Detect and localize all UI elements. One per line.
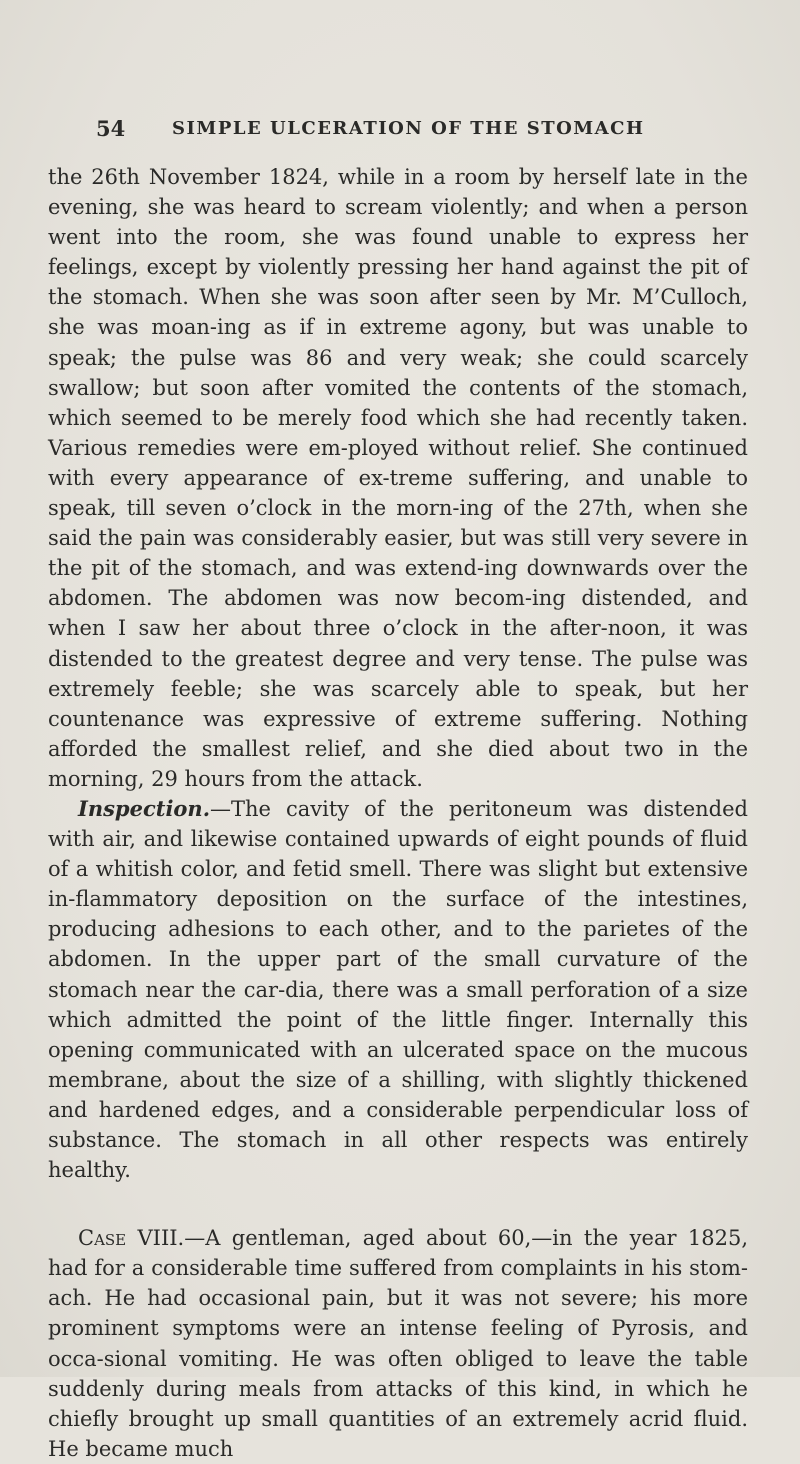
inspection-heading: Inspection. [78, 795, 211, 821]
inspection-text: —The cavity of the peritoneum was distended with air, and likewise contained upwards of eight pounds of fluid of a whitish color, and fetid smell. There was slight but extensive in-flammatory deposition on the surface of the intestines, producing adhesions to each other, and to the parietes of the abdomen. In the upper part of the small curvature of the stomach near the car-dia, there was a small perforation of a size which admitted the point of the little finger. Internally this opening communicated with an ulcerated space on the mucous membrane, about the size of a shilling, with slightly thickened and hardened edges, and a considerable perpendicular loss of substance. The stomach in all other respects was entirely healthy. [48, 796, 748, 1183]
paragraph-inspection [48, 794, 748, 1185]
case-text: —A gentleman, aged about 60,—in the year 1825, had for a considerable time suffered from complaints in his stom-ach. He had occasional pain, but it was not severe; his more prominent symptoms were an intense feeling of Pyrosis, and occa-sional vomiting. He was often obliged to leave the table suddenly during meals from attacks of this kind, in which he chiefly brought up small quantities of an extremely acrid fluid. He became much [48, 1226, 749, 1461]
paragraph-case-narrative: the 26th November 1824, while in a room by herself late in the evening, she was heard to scream violently; and when a person went into the room, she was found unable to express her feelings, except by violently pressing her hand against the pit of the stomach. When she was soon after seen by Mr. M’Culloch, she was moan-ing as if in extreme agony, but was unable to speak; the pulse was 86 and very weak; she could scarcely swallow; but soon after vomited the contents of the stomach, which seemed to be merely food which she had recently taken. Various remedies were em-ployed without relief. She continued with every appearance of ex-treme suffering, and unable to speak, till seven o’clock in the morn-ing of the 27th, when she said the pain was considerably easier, but was still very severe in the pit of the stomach, and was extend-ing downwards over the abdomen. The abdomen was now becom-ing distended, and when I saw her about three o’clock in the after-noon, it was distended to the greatest degree and very tense. The pulse was extremely feeble; she was scarcely able to speak, but her countenance was expressive of extreme suffering. Nothing afforded the smallest relief, and she died about two in the morning, 29 hours from the attack. [48, 165, 748, 791]
page-number: 54 [96, 116, 126, 141]
running-title: SIMPLE ULCERATION OF THE STOMACH [172, 118, 645, 139]
paragraph-case-viii [48, 1223, 748, 1464]
case-heading: Case VIII. [78, 1226, 185, 1251]
running-head [96, 116, 736, 144]
body-text [48, 162, 748, 1464]
